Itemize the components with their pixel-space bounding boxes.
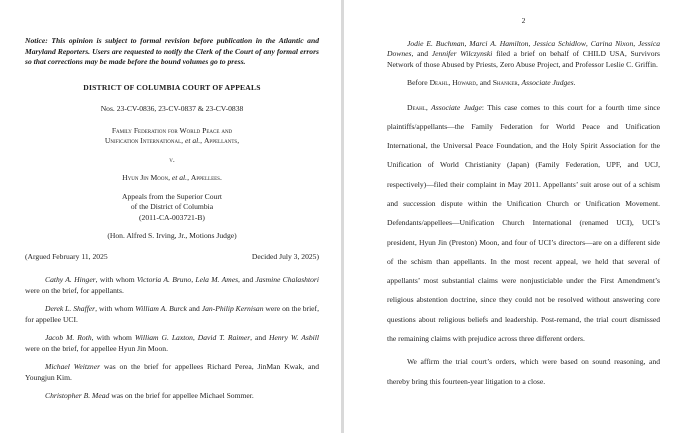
counsel-paragraph-sommer: Christopher B. Mead was on the brief for appellee Michael Sommer. (45, 391, 254, 400)
opinion-page-1 (0, 0, 341, 433)
counsel-paragraph-directors: Michael Weitzner was on the brief for appellees Richard Perea, JinMan Kwak, and Youngjun Kim. (25, 362, 319, 382)
counsel-paragraph-appellants: Cathy A. Hinger, with whom Victoria A. Bruno, Lela M. Ames, and Jasmine Chalashtori were on the brief, for appellants. (25, 275, 319, 295)
argued-date: (Argued February 11, 2025 (25, 251, 108, 261)
reporter-notice: Notice: This opinion is subject to formal revision before publication in the Atlantic and Maryland Reporters. Users are requested to notify the Clerk of the Court of any formal errors so that corrections may be made before the bound volumes go to press. (25, 36, 319, 66)
counsel-paragraph-moon: Jacob M. Roth, with whom William G. Laxton, David T. Raimer, and Henry W. Asbill were on the brief, for appellee Hyun Jin Moon. (25, 333, 319, 353)
opinion-paragraph-2: We affirm the trial court’s orders, which were based on sound reasoning, and thereby bring this fourteen-year litigation to a close. (387, 357, 660, 386)
docket-numbers: Nos. 23-CV-0836, 23-CV-0837 & 23-CV-0838 (100, 104, 244, 113)
appeal-origin-line-1: Appeals from the Superior Court (122, 191, 222, 201)
page-number: 2 (521, 16, 526, 25)
opinion-page-2 (344, 0, 685, 433)
judges-panel-line: Before Deahl, Howard, and Shanker, Associate Judges. (407, 78, 576, 87)
appellee-caption: Hyun Jin Moon, et al., Appellees. (122, 173, 222, 182)
motions-judge-line: (Hon. Alfred S. Irving, Jr., Motions Judge) (107, 231, 237, 240)
appeal-origin-line-2: of the District of Columbia (130, 202, 214, 211)
counsel-paragraph-uci: Derek L. Shaffer, with whom William A. Burck and Jan-Philip Kernisan were on the brief, for appellee UCI. (25, 304, 319, 324)
appeal-origin-line-3: (2011-CA-003721-B) (139, 212, 205, 222)
opinion-paragraph-1: Deahl, Associate Judge: This case comes to this court for a fourth time since plaintiffs/appellants—the Family Federation for World Peace and Unification International, the Universal Peace Foundation, and the Holy Spirit Association for the Unification of World Christianity (Japan) (Family Federation, UPF, and UCJ, respectively)—filed their complaint in May 2011. Appellants’ suit arose out of a schism and succession dispute within the Unification Church or Unification Movement. Defendants/appellees—Unification Church International (renamed UCI), UCI’s president, Hyun Jin (Preston) Moon, and four of UCI’s directors—are on a different side of the schism than appellants. In the most recent appeal, we held that several of appellants’ most substantial claims were nonjusticiable under the First Amendment’s religious abstention doctrine, since they could not be resolved without answering core questions about religious beliefs and leadership. Post-remand, the trial court dismissed the remaining claims with prejudice across three different orders. (387, 102, 661, 344)
appeal-origin (25, 192, 319, 224)
argued-decided-row (25, 252, 319, 263)
versus-line: v. (169, 154, 175, 164)
court-name: DISTRICT OF COLUMBIA COURT OF APPEALS (83, 82, 261, 92)
appellant-caption: Family Federation for World Peace and Unification International, et al., Appellants, (104, 125, 240, 145)
amici-counsel-paragraph: Jodie E. Buchman, Marci A. Hamilton, Jessica Schidlow, Carina Nixon, Jessica Downes, and Jennifer Wilczynski filed a brief on behalf of CHILD USA, Survivors Network of those Abused by Priests, Zero Abuse Project, and Professor Leslie C. Griffin. (387, 38, 660, 69)
decided-date: Decided July 3, 2025) (251, 251, 319, 261)
